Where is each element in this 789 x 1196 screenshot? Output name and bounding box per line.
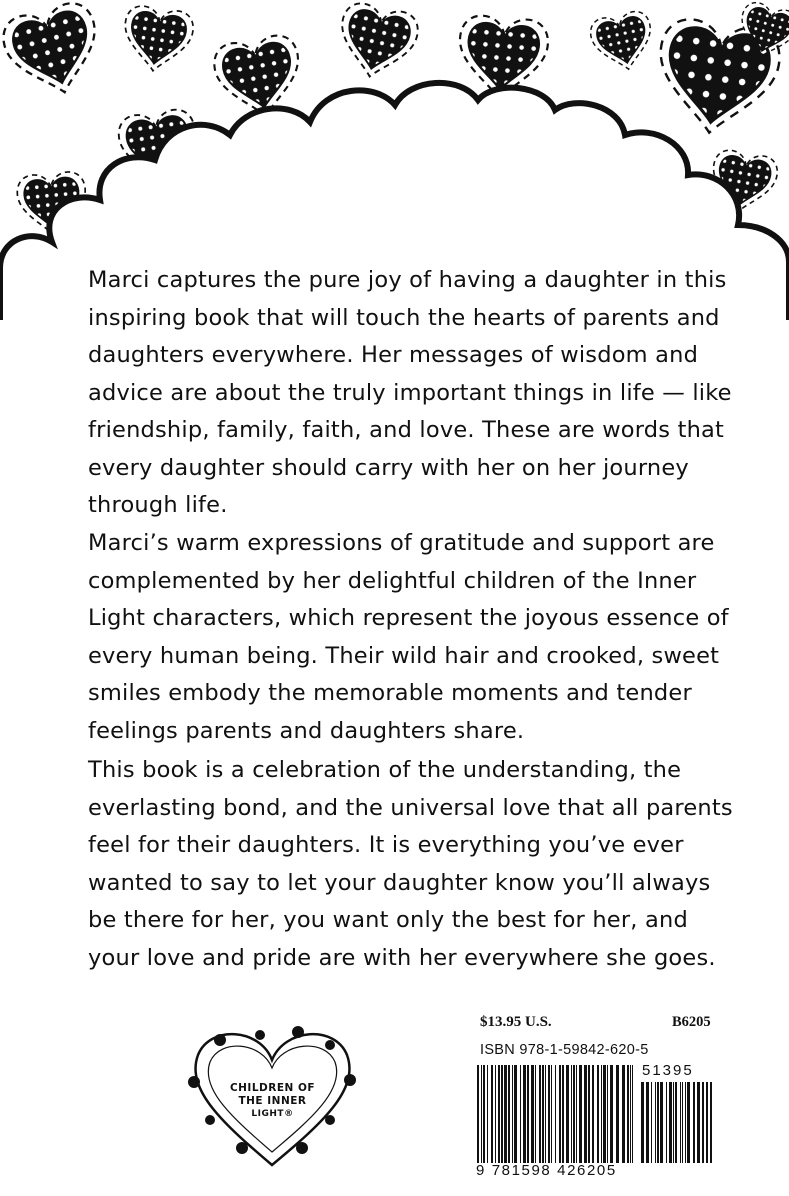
barcode-icon (476, 1065, 636, 1163)
product-code: B6205 (672, 1014, 711, 1030)
addon-digits: 51395 (642, 1062, 694, 1079)
logo-text-line1: CHILDREN OF (229, 1082, 316, 1094)
price-label: $13.95 U.S. (480, 1014, 552, 1030)
isbn-label: ISBN 978-1-59842-620-5 (480, 1042, 649, 1058)
polka-dot-heart-icon (332, 0, 421, 84)
polka-dot-heart-icon (119, 4, 195, 76)
polka-dot-heart-icon (0, 0, 109, 104)
barcode-digits: 9 781598 426205 (476, 1162, 617, 1179)
paragraph-celebration: This book is a celebration of the understanding, the everlasting bond, and the universal love that all parents feel for their daughters. It is everything you’ve ever wanted to say to let your daughter know you’ll always be there for her, you want only the best for her, and your love and pride are with her everywhere she goes. (88, 757, 733, 971)
logo-text-line2: THE INNER (238, 1095, 307, 1107)
paragraph-intro: Marci captures the pure joy of having a daughter in this inspiring book that will touch the hearts of parents and daughters everywhere. Her messages of wisdom and advice are about the truly important things in life — like friendship, family, faith, and love. These are words that every daughter should carry with her on her journey through life. (88, 267, 732, 518)
paragraph-characters: Marci’s warm expressions of gratitude and support are complemented by her delightful children of the Inner Light characters, which represent the joyous essence of every human being. Their wild hair and crooked, sweet smiles embody the memorable moments and tender feelings parents and daughters share. (88, 530, 729, 744)
polka-dot-heart-icon (588, 9, 658, 76)
children-of-the-inner-light-logo (180, 1020, 365, 1170)
price-addon-barcode (640, 1082, 714, 1163)
logo-text-line3: LIGHT® (251, 1109, 294, 1119)
